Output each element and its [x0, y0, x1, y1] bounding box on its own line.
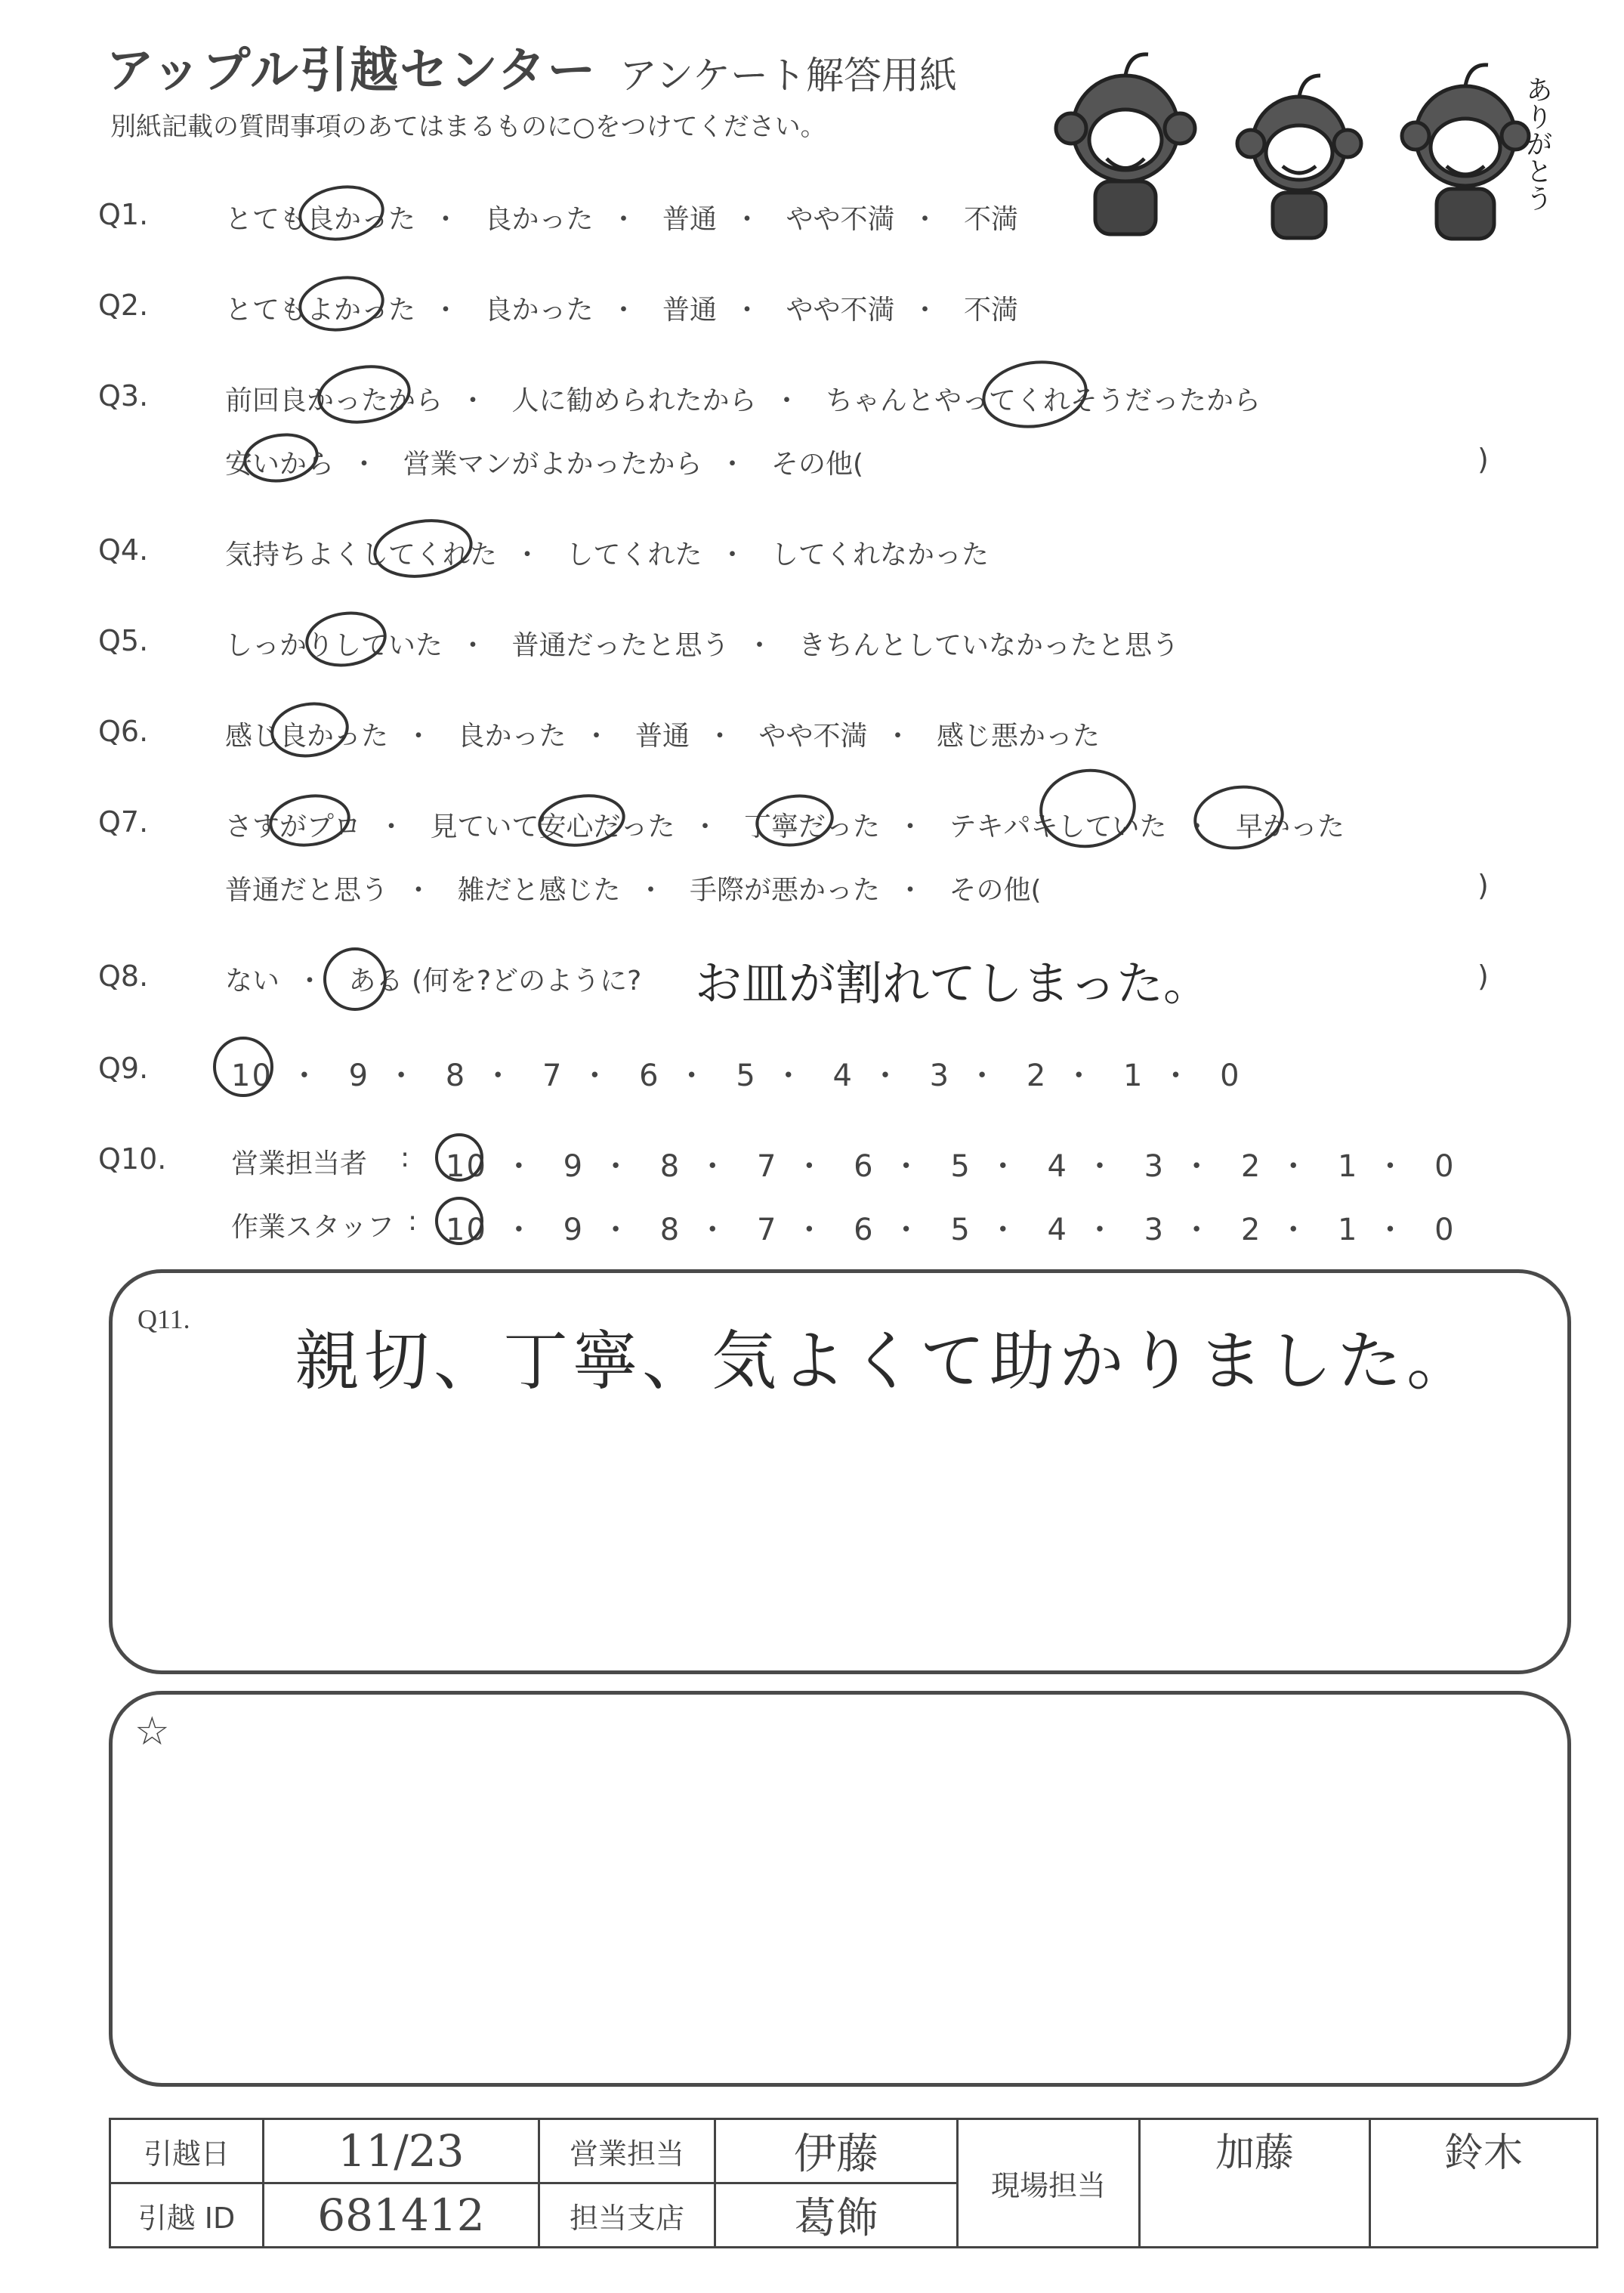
option[interactable]: 良かった: [484, 295, 594, 326]
q10-row-label: 営業担当者: [231, 1148, 368, 1179]
q10-row-label: 作業スタッフ: [231, 1212, 395, 1243]
option[interactable]: してくれた: [566, 539, 702, 570]
q7-options-2: 普通だと思う ・ 雑だと感じた ・ 手際が悪かった ・ その他(: [225, 875, 1042, 906]
monkey-3-icon: [1402, 65, 1529, 239]
score-option[interactable]: 4: [832, 1058, 854, 1093]
option[interactable]: 普通: [662, 295, 717, 326]
close-paren: ): [1477, 960, 1489, 993]
field-staff-2: 鈴木: [1370, 2119, 1598, 2248]
sales-label: 営業担当: [539, 2119, 715, 2183]
option[interactable]: その他(: [770, 449, 864, 480]
sales-name: 伊藤: [715, 2119, 958, 2183]
monkey-1-icon: [1056, 54, 1195, 234]
score-option[interactable]: 4: [1047, 1149, 1068, 1184]
score-option[interactable]: 3: [929, 1058, 951, 1093]
q11-handwritten-answer: 親切、丁寧、気よくて助かりました。: [295, 1324, 1476, 1399]
option[interactable]: 普通: [662, 204, 717, 235]
field-label: 現場担当: [958, 2119, 1140, 2248]
score-option[interactable]: 6: [639, 1058, 660, 1093]
q2-options: とてもよかった ・ 良かった ・ 普通 ・ やや不満 ・ 不満: [225, 295, 1018, 326]
option[interactable]: とても良かった: [225, 204, 416, 235]
score-option[interactable]: 1: [1338, 1213, 1359, 1247]
option[interactable]: 普通だったと思う: [511, 630, 730, 661]
score-option[interactable]: 3: [1144, 1149, 1166, 1184]
score-option[interactable]: 4: [1047, 1213, 1068, 1247]
option[interactable]: 安いから: [225, 449, 335, 480]
question-number: Q8.: [98, 960, 149, 993]
branch-name: 葛飾: [715, 2183, 958, 2248]
score-option[interactable]: 2: [1026, 1058, 1048, 1093]
option[interactable]: さすがプロ: [225, 811, 362, 842]
question-number: Q7.: [98, 805, 149, 839]
score-option[interactable]: 7: [756, 1213, 778, 1247]
option[interactable]: ちゃんとやってくれそうだったから: [825, 385, 1261, 416]
option[interactable]: 雑だと感じた: [457, 875, 621, 906]
score-option[interactable]: 10: [446, 1213, 487, 1247]
mascot-illustration: [1042, 45, 1564, 249]
question-number: Q4.: [98, 533, 149, 567]
colon: :: [408, 1206, 418, 1237]
q10-sales-scale: 10 ・ 9 ・ 8 ・ 7 ・ 6 ・ 5 ・ 4 ・ 3 ・ 2 ・ 1 ・ 0: [446, 1149, 1456, 1184]
score-option[interactable]: 7: [756, 1149, 778, 1184]
option[interactable]: しっかりしていた: [225, 630, 443, 661]
question-number: Q1.: [98, 198, 149, 231]
option[interactable]: 前回良かったから: [225, 385, 443, 416]
score-option[interactable]: 9: [348, 1058, 370, 1093]
star-icon: ☆: [134, 1710, 170, 1754]
option[interactable]: 人に勧められたから: [511, 385, 757, 416]
option[interactable]: 不満: [963, 204, 1018, 235]
option[interactable]: 丁寧だった: [743, 811, 880, 842]
score-option[interactable]: 3: [1144, 1213, 1166, 1247]
option[interactable]: 普通だと思う: [225, 875, 389, 906]
score-option[interactable]: 8: [659, 1149, 681, 1184]
info-table: [109, 2118, 1598, 2248]
q1-options: とても良かった ・ 良かった ・ 普通 ・ やや不満 ・ 不満: [225, 204, 1018, 235]
monkey-2-icon: [1237, 76, 1361, 238]
mascot-caption: ありがとう: [1521, 76, 1553, 212]
option[interactable]: 早かった: [1235, 811, 1345, 842]
option[interactable]: ない: [225, 966, 280, 997]
score-option[interactable]: 10: [231, 1058, 273, 1093]
option[interactable]: 普通: [634, 721, 690, 752]
option[interactable]: やや不満: [758, 721, 868, 752]
score-option[interactable]: 0: [1220, 1058, 1241, 1093]
option[interactable]: してくれなかった: [770, 539, 989, 570]
score-option[interactable]: 6: [854, 1149, 875, 1184]
score-option[interactable]: 6: [854, 1213, 875, 1247]
score-option[interactable]: 5: [736, 1058, 757, 1093]
question-number: Q5.: [98, 624, 149, 657]
option[interactable]: 感じ悪かった: [936, 721, 1100, 752]
question-number: Q2.: [98, 289, 149, 322]
q4-options: 気持ちよくしてくれた ・ してくれた ・ してくれなかった: [225, 539, 989, 570]
question-number: Q9.: [98, 1052, 149, 1085]
moving-date-label: 引越日: [110, 2119, 264, 2183]
q10-staff-scale: 10 ・ 9 ・ 8 ・ 7 ・ 6 ・ 5 ・ 4 ・ 3 ・ 2 ・ 1 ・ 0: [446, 1213, 1456, 1247]
moving-id-value: 681412: [264, 2183, 539, 2248]
option[interactable]: 良かった: [457, 721, 567, 752]
option[interactable]: きちんとしていなかったと思う: [798, 630, 1179, 661]
moving-id-label: 引越 ID: [110, 2183, 264, 2248]
field-staff-1: 加藤: [1140, 2119, 1370, 2248]
q3-options: 前回良かったから ・ 人に勧められたから ・ ちゃんとやってくれそうだったから: [225, 385, 1261, 416]
score-option[interactable]: 10: [446, 1149, 487, 1184]
score-option[interactable]: 7: [542, 1058, 563, 1093]
q8-handwritten-answer: お皿が割れてしまった。: [695, 956, 1211, 1011]
brand-title: アップル引越センター: [106, 43, 597, 99]
score-option[interactable]: 8: [445, 1058, 467, 1093]
score-option[interactable]: 5: [950, 1149, 971, 1184]
score-option[interactable]: 8: [659, 1213, 681, 1247]
q6-options: 感じ良かった ・ 良かった ・ 普通 ・ やや不満 ・ 感じ悪かった: [225, 721, 1100, 752]
q7-options: さすがプロ ・ 見ていて安心だった ・ 丁寧だった ・ テキパキしていた ・ 早かった: [225, 811, 1345, 842]
colon: :: [400, 1142, 410, 1173]
question-number: Q10.: [98, 1142, 167, 1176]
score-option[interactable]: 0: [1434, 1149, 1456, 1184]
option[interactable]: やや不満: [786, 295, 895, 326]
option[interactable]: 不満: [963, 295, 1018, 326]
option[interactable]: 気持ちよくしてくれた: [225, 539, 498, 570]
option[interactable]: とてもよかった: [225, 295, 416, 326]
q3-options-2: 安いから ・ 営業マンがよかったから ・ その他(: [225, 449, 864, 480]
score-option[interactable]: 0: [1434, 1213, 1456, 1247]
option[interactable]: 見ていて安心だった: [430, 811, 675, 842]
form-subtitle: アンケート解答用紙: [619, 54, 957, 97]
score-option[interactable]: 1: [1338, 1149, 1359, 1184]
score-option[interactable]: 5: [950, 1213, 971, 1247]
option[interactable]: 感じ良かった: [225, 721, 389, 752]
close-paren: ): [1477, 869, 1489, 902]
score-option[interactable]: 1: [1123, 1058, 1144, 1093]
score-option[interactable]: 9: [563, 1149, 585, 1184]
question-number: Q6.: [98, 715, 149, 748]
free-comment-box[interactable]: [109, 1691, 1571, 2087]
q11-label: Q11.: [137, 1304, 190, 1334]
option[interactable]: ある: [348, 966, 403, 997]
option[interactable]: その他(: [949, 875, 1042, 906]
instruction-text: 別紙記載の質問事項のあてはまるものに○をつけてください。: [110, 112, 826, 142]
score-option[interactable]: 9: [563, 1213, 585, 1247]
q8-prompt: (何を?どのように?: [411, 966, 642, 997]
option[interactable]: 営業マンがよかったから: [403, 449, 702, 480]
score-option[interactable]: 2: [1240, 1149, 1262, 1184]
question-number: Q3.: [98, 379, 149, 413]
branch-label: 担当支店: [539, 2183, 715, 2248]
q5-options: しっかりしていた ・ 普通だったと思う ・ きちんとしていなかったと思う: [225, 630, 1179, 661]
q8-options: ない ・ ある (何を?どのように?: [225, 966, 642, 997]
option[interactable]: テキパキしていた: [949, 811, 1167, 842]
close-paren: ): [1477, 443, 1489, 476]
option[interactable]: 手際が悪かった: [689, 875, 880, 906]
option[interactable]: 良かった: [484, 204, 594, 235]
moving-date-value: 11/23: [264, 2119, 539, 2183]
score-option[interactable]: 2: [1240, 1213, 1262, 1247]
option[interactable]: やや不満: [786, 204, 895, 235]
q9-scale: 10 ・ 9 ・ 8 ・ 7 ・ 6 ・ 5 ・ 4 ・ 3 ・ 2 ・ 1 ・ 0: [231, 1058, 1241, 1093]
